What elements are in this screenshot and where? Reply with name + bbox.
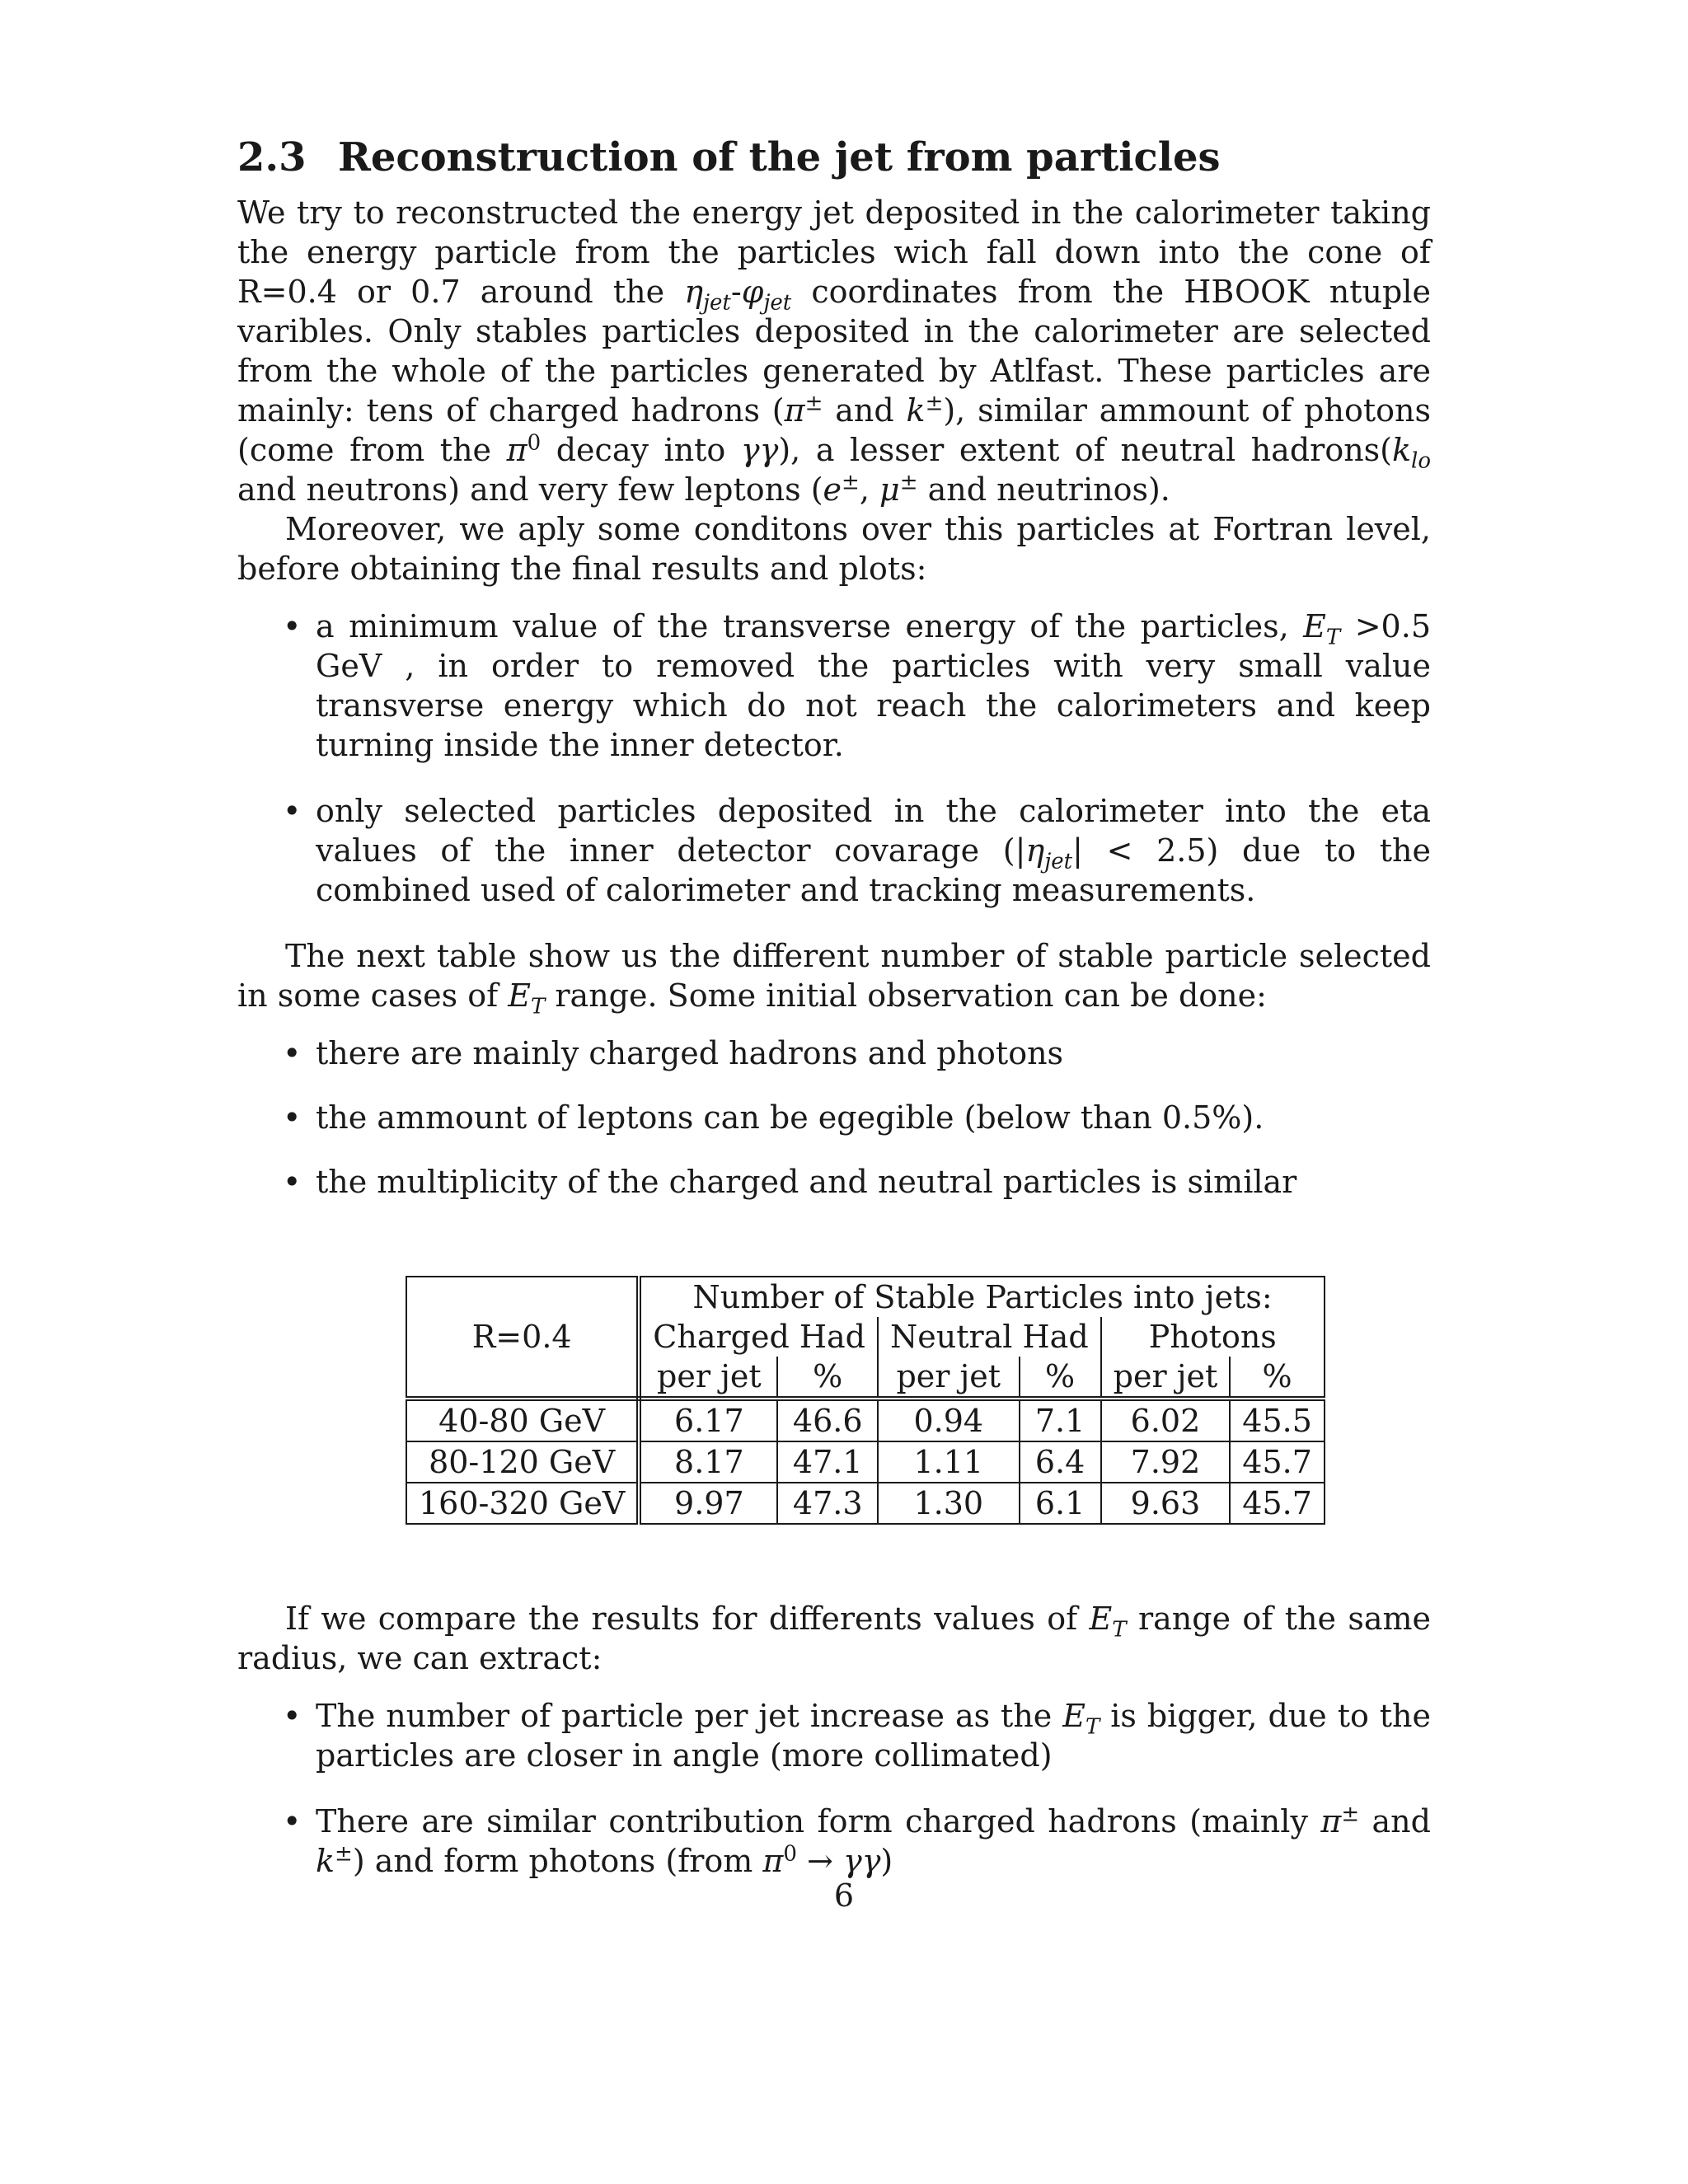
list-item: • there are mainly charged hadrons and photons — [316, 1033, 1431, 1073]
table-cell: 6.02 — [1101, 1399, 1231, 1441]
list-item: • The number of particle per jet increase as the $E_T$ is bigger, due to the particles are closer in angle (more collimated) — [316, 1696, 1431, 1775]
table-container — [406, 1276, 1431, 1525]
table-cell: 47.3 — [777, 1483, 878, 1524]
table-cell: 7.1 — [1020, 1399, 1101, 1441]
stable-particles-table — [406, 1276, 1325, 1525]
row-range: 160-320 GeV — [406, 1483, 639, 1524]
conclusions-list — [237, 1696, 1431, 1881]
page-content — [237, 132, 1431, 1907]
table-cell: 6.17 — [639, 1399, 777, 1441]
subcol-percent: % — [1020, 1357, 1101, 1399]
table-cell: 45.5 — [1230, 1399, 1325, 1441]
table-cell: 7.92 — [1101, 1441, 1231, 1483]
group-header-charged: Charged Had — [639, 1317, 878, 1357]
table-cell: 9.97 — [639, 1483, 777, 1524]
list-item: • the ammount of leptons can be egegible (below than 0.5%). — [316, 1098, 1431, 1137]
row-range: 40-80 GeV — [406, 1399, 639, 1441]
subcol-percent: % — [777, 1357, 878, 1399]
comparison-paragraph: If we compare the results for differents values of $E_T$ range of the same radius, we can extract: — [237, 1601, 1431, 1676]
table-cell: 9.63 — [1101, 1483, 1231, 1524]
table-cell: 6.1 — [1020, 1483, 1101, 1524]
section-number: 2.3 — [237, 134, 307, 180]
list-item: • the multiplicity of the charged and neutral particles is similar — [316, 1162, 1431, 1202]
list-item: • only selected particles deposited in the calorimeter into the eta values of the inner detector covarage $(|\eta_{jet}| < 2.5)$ due to the combined used of calorimeter and tracking measurements. — [316, 791, 1431, 910]
group-header-photons: Photons — [1101, 1317, 1325, 1357]
table-caption-header: Number of Stable Particles into jets: — [639, 1277, 1325, 1317]
table-cell: 46.6 — [777, 1399, 878, 1441]
table-cell: 6.4 — [1020, 1441, 1101, 1483]
conditions-list — [237, 607, 1431, 910]
table-cell: 1.11 — [878, 1441, 1020, 1483]
subcol-per-jet: per jet — [639, 1357, 777, 1399]
intro-paragraph: We try to reconstructed the energy jet deposited in the calorimeter taking the energy particle from the particles wich fall down into the cone of R=0.4 or 0.7 around the $\eta_{jet}-\varphi_{jet}$ coordinates from the HBOOK ntuple varibles. Only stables particles deposited in the calorimeter are selected from the whole of the particles generated by Atlfast. These particles are mainly: tens of charged hadrons (π± and k±), similar ammount of photons (come from the $\pi^0$ decay into γγ), a lesser extent of neutral $hadrons(k_{lo}$ and neutrons) and very few leptons (e±, μ± and neutrinos). — [237, 194, 1432, 508]
table-cell: 45.7 — [1230, 1483, 1325, 1524]
table-cell: 47.1 — [777, 1441, 878, 1483]
section-heading — [237, 132, 1431, 183]
observations-list — [237, 1033, 1431, 1202]
section-title: Reconstruction of the jet from particles — [338, 134, 1221, 180]
list-item: • a minimum value of the transverse energy of the particles, $E_T >0.5$ GeV , in order to removed the particles with very small value transverse energy which do not reach the calorimeters and keep turning inside the inner detector. — [316, 607, 1431, 765]
subcol-per-jet: per jet — [878, 1357, 1020, 1399]
list-item: • There are similar contribution form charged hadrons (mainly π± and k±) and form photons (from $\pi^0 \to \gamma\gamma$) — [316, 1802, 1431, 1881]
radius-label: R=0.4 — [406, 1277, 639, 1399]
subcol-percent: % — [1230, 1357, 1325, 1399]
table-intro: The next table show us the different number of stable particle selected in some cases of $E_T$ range. Some initial observation can be done: — [237, 938, 1431, 1019]
subcol-per-jet: per jet — [1101, 1357, 1231, 1399]
page-number: 6 — [833, 1877, 855, 1914]
table-row — [406, 1441, 1325, 1483]
table-cell: 45.7 — [1230, 1441, 1325, 1483]
group-header-neutral: Neutral Had — [878, 1317, 1101, 1357]
conditions-intro: Moreover, we aply some conditons over this particles at Fortran level, before obtaining the final results and plots: — [237, 511, 1431, 587]
table-cell: 0.94 — [878, 1399, 1020, 1441]
table-cell: 8.17 — [639, 1441, 777, 1483]
table-row — [406, 1483, 1325, 1524]
table-row — [406, 1399, 1325, 1441]
row-range: 80-120 GeV — [406, 1441, 639, 1483]
table-cell: 1.30 — [878, 1483, 1020, 1524]
